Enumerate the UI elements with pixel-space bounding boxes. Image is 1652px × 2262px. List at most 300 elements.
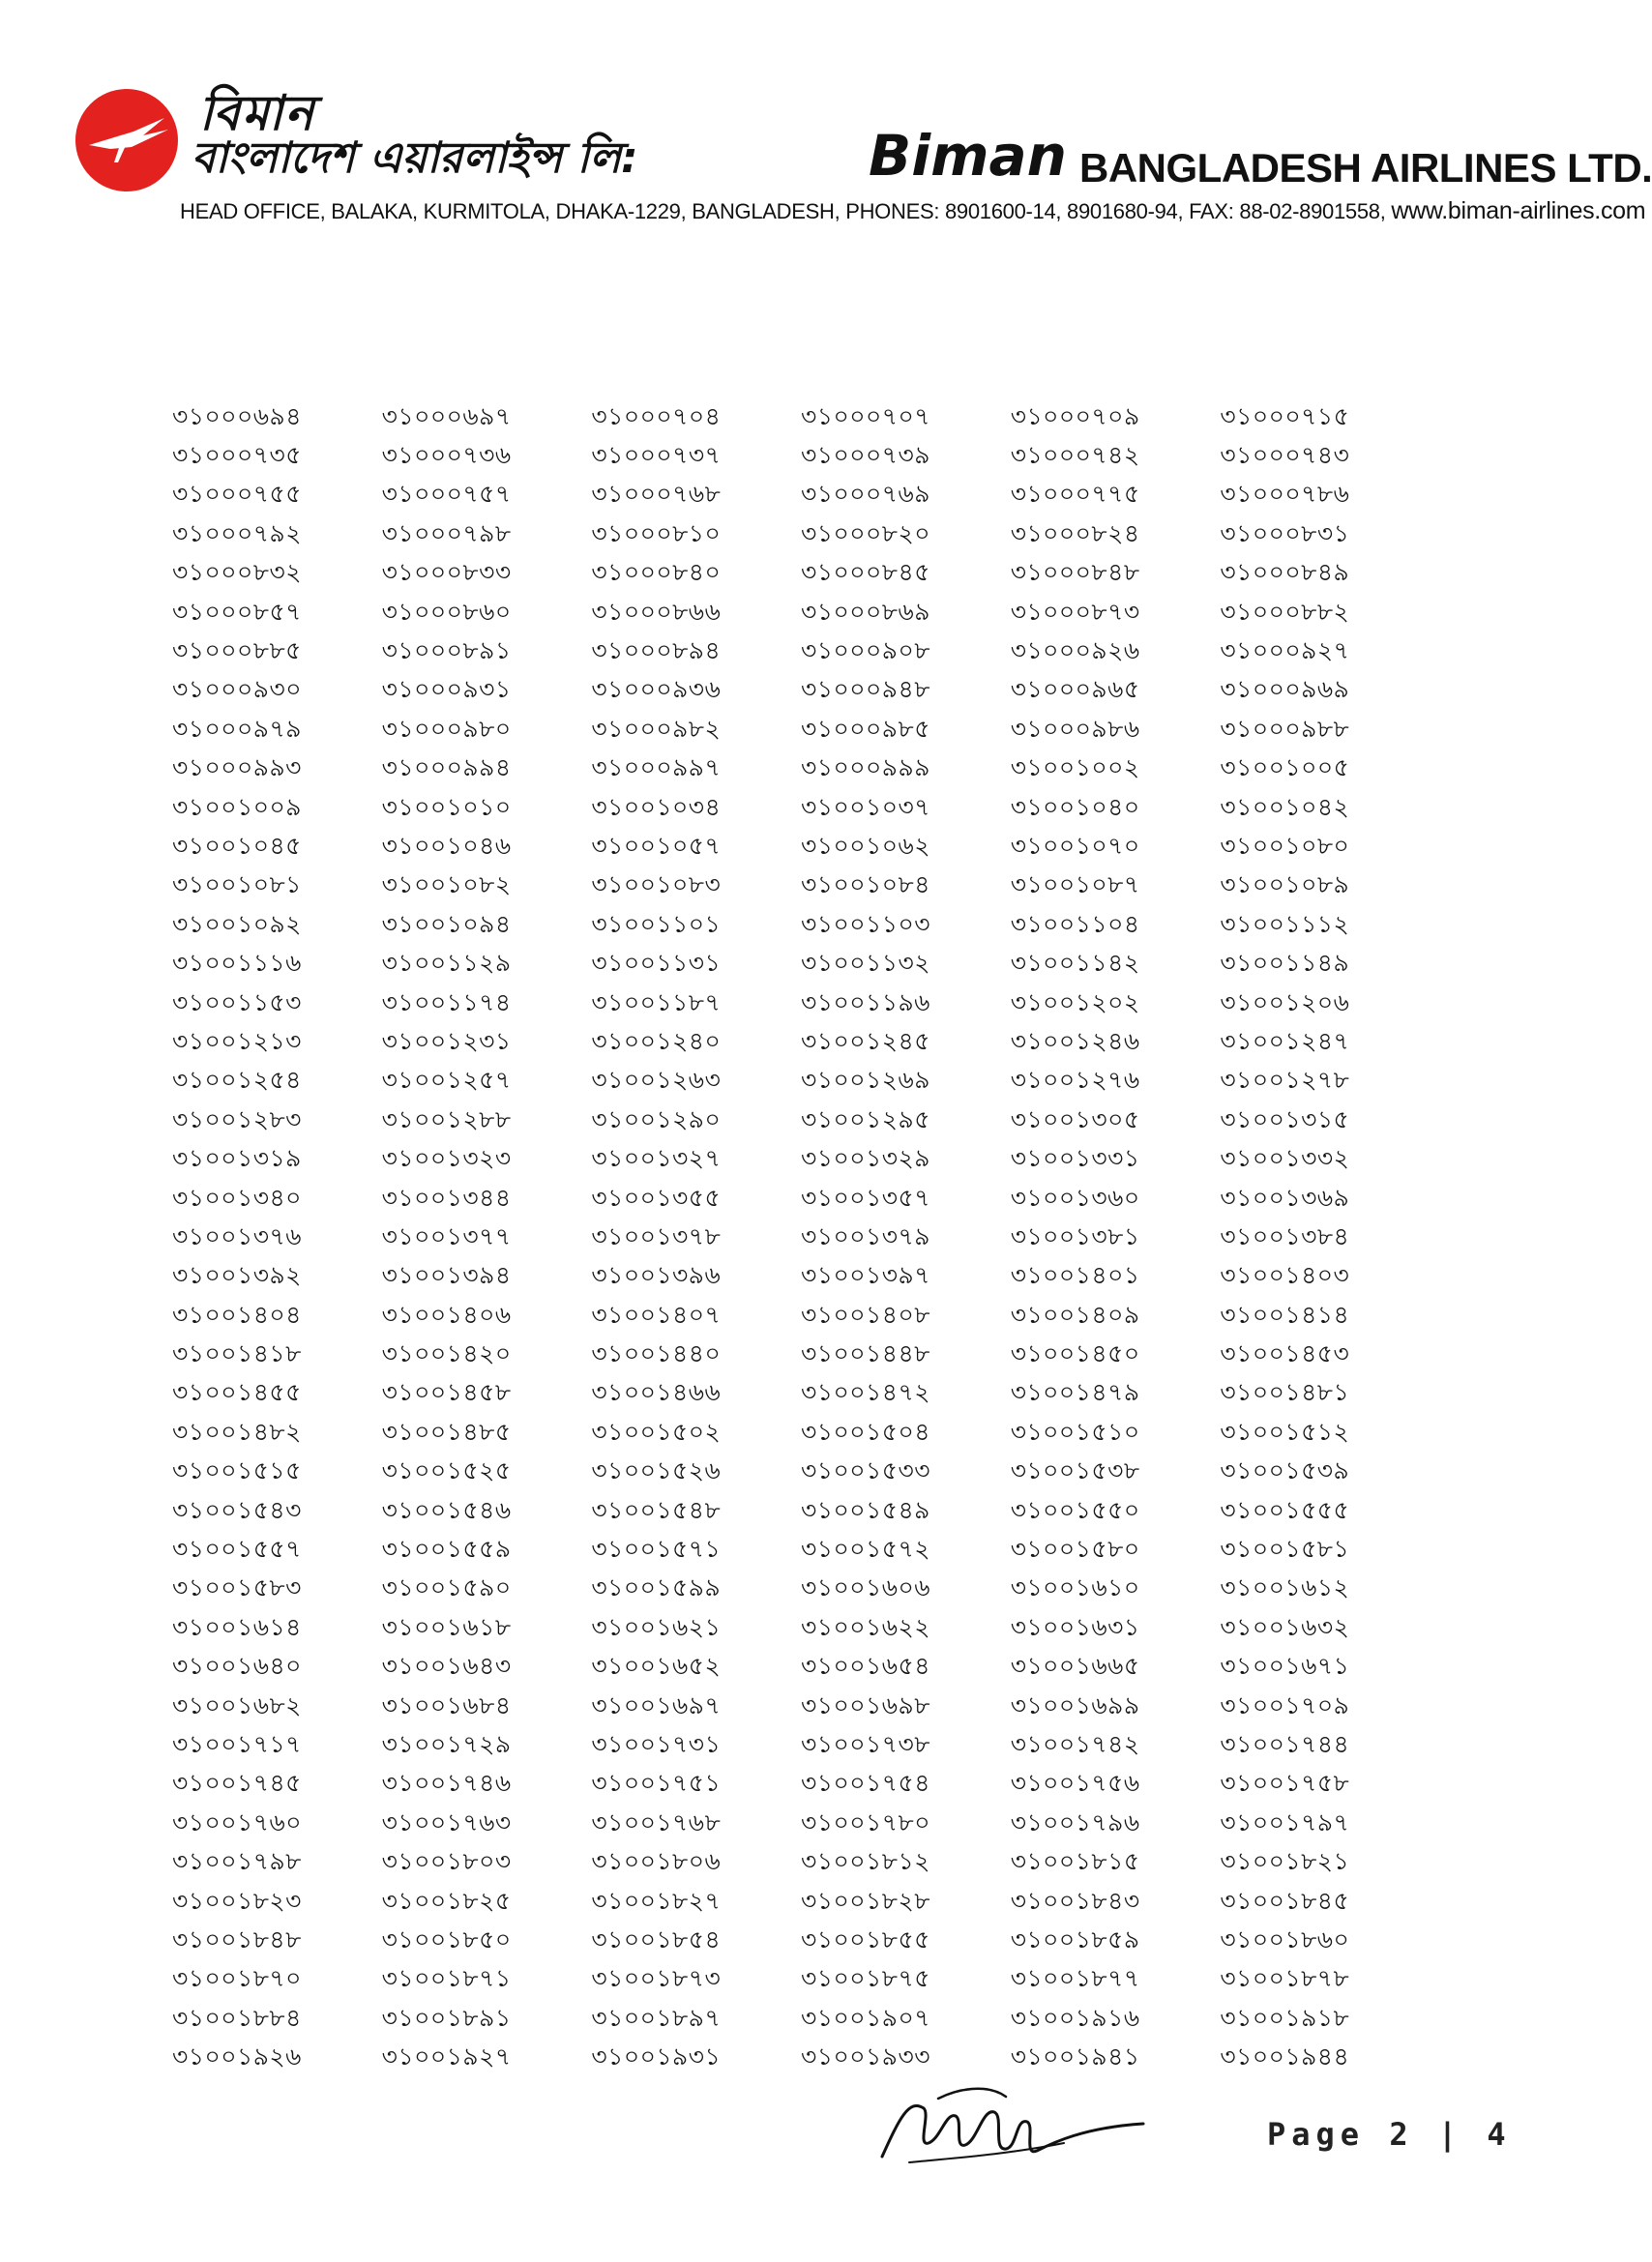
roll-number: ৩১০০০৮৫৭: [172, 597, 302, 626]
roll-number: ৩১০০১৩৫৫: [591, 1183, 722, 1212]
roll-number: ৩১০০১৭৯৮: [172, 1847, 302, 1876]
brand-tagline: BANGLADESH AIRLINES LTD.: [1079, 145, 1652, 191]
roll-number: ৩১০০১০৬২: [801, 832, 930, 860]
roll-number: ৩১০০১৪৪০: [591, 1339, 722, 1368]
number-row: [172, 1063, 1430, 1102]
roll-number: ৩১০০১০১০: [381, 792, 512, 821]
roll-number: ৩১০০১৪১৮: [172, 1339, 302, 1368]
biman-logo: [75, 89, 178, 191]
roll-number: ৩১০০০৭৩৬: [381, 441, 512, 470]
roll-number: ৩১০০০৭১৫: [1220, 401, 1350, 430]
roll-number: ৩১০০১০৯২: [172, 909, 302, 938]
roll-number: ৩১০০১৮১২: [801, 1847, 930, 1876]
roll-number: ৩১০০১২৫৪: [172, 1066, 302, 1095]
number-row: [172, 1180, 1430, 1219]
roll-number: ৩১০০১৮৯১: [381, 2003, 512, 2032]
roll-number: ৩১০০১১৪৯: [1220, 949, 1350, 978]
roll-number: ৩১০০১৭৩৮: [801, 1729, 930, 1758]
roll-number: ৩১০০০৮৭৩: [1010, 597, 1140, 626]
roll-number: ৩১০০১৬৩২: [1220, 1612, 1350, 1641]
roll-number: ৩১০০১৮৭৩: [591, 1964, 722, 1993]
number-row: [172, 750, 1430, 789]
roll-number: ৩১০০১৯১৮: [1220, 2003, 1350, 2032]
roll-number: ৩১০০১৬৯৯: [1010, 1690, 1140, 1719]
number-row: [172, 1649, 1430, 1688]
number-row: [172, 594, 1430, 632]
roll-number: ৩১০০১৪৫৫: [172, 1378, 302, 1407]
number-row: [172, 1023, 1430, 1062]
roll-number: ৩১০০১৫১০: [1010, 1417, 1140, 1446]
roll-number: ৩১০০১৮০৩: [381, 1847, 512, 1876]
roll-number: ৩১০০১১০৪: [1010, 909, 1140, 938]
number-row: [172, 1883, 1430, 1922]
roll-number: ৩১০০১৯০৭: [801, 2003, 930, 2032]
roll-number: ৩১০০০৭৩৫: [172, 441, 302, 470]
roll-number: ৩১০০১৭৩১: [591, 1729, 722, 1758]
roll-number: ৩১০০১০৩৭: [801, 792, 930, 821]
number-row: [172, 906, 1430, 945]
roll-number: ৩১০০০৭৬৯: [801, 480, 930, 509]
roll-number: ৩১০০১২৪৫: [801, 1026, 930, 1055]
number-row: [172, 2039, 1430, 2077]
roll-number: ৩১০০১৮১৫: [1010, 1847, 1140, 1876]
roll-number: ৩১০০১৮৭৭: [1010, 1964, 1140, 1993]
roll-number: ৩১০০১২৬৯: [801, 1066, 930, 1095]
roll-number: ৩১০০০৭৯২: [172, 518, 302, 547]
roll-number: ৩১০০০৮২০: [801, 518, 930, 547]
roll-number: ৩১০০১৬৮৪: [381, 1690, 512, 1719]
roll-number: ৩১০০১০৮২: [381, 870, 512, 899]
roll-number: ৩১০০১৭৪৫: [172, 1769, 302, 1798]
roll-number: ৩১০০১৮৪৮: [172, 1924, 302, 1954]
roll-number: ৩১০০১৬৯৭: [591, 1690, 722, 1719]
roll-number: ৩১০০১৭৪৬: [381, 1769, 512, 1798]
roll-number: ৩১০০১৪৫৮: [381, 1378, 512, 1407]
roll-number: ৩১০০১৭১৭: [172, 1729, 302, 1758]
roll-number: ৩১০০১৩৯৭: [801, 1261, 930, 1290]
roll-number: ৩১০০১৩২৯: [801, 1144, 930, 1173]
number-row: [172, 632, 1430, 671]
roll-number: ৩১০০০৭০৭: [801, 401, 931, 430]
roll-number: ৩১০০১৮৭৮: [1220, 1964, 1350, 1993]
roll-number: ৩১০০১৫৫৫: [1220, 1495, 1350, 1524]
bengali-name-line1: বিমান: [199, 85, 316, 141]
roll-number: ৩১০০০৮৪৯: [1220, 558, 1350, 587]
roll-number: ৩১০০১৯৪৪: [1220, 2042, 1350, 2071]
roll-number: ৩১০০১৬২২: [801, 1612, 930, 1641]
roll-number: ৩১০০০৯৯৪: [381, 753, 512, 782]
roll-number: ৩১০০১৭০৯: [1220, 1690, 1350, 1719]
roll-number: ৩১০০০৮৬০: [381, 597, 512, 626]
roll-number: ৩১০০০৮৯১: [381, 636, 512, 665]
roll-number: ৩১০০১৫১২: [1220, 1417, 1350, 1446]
roll-number: ৩১০০০৮৬৯: [801, 597, 930, 626]
roll-number: ৩১০০১৮৫০: [381, 1924, 512, 1954]
roll-number: ৩১০০০৮১০: [591, 518, 722, 547]
roll-number: ৩১০০১০৮০: [1220, 832, 1350, 860]
roll-number: ৩১০০১৬৩১: [1010, 1612, 1140, 1641]
roll-number: ৩১০০১৮০৬: [591, 1847, 722, 1876]
roll-number: ৩১০০১১৯৬: [801, 987, 930, 1016]
roll-number: ৩১০০১০৪৫: [172, 832, 302, 860]
brand-name: Biman: [869, 123, 1067, 189]
roll-number: ৩১০০১৭৯৬: [1010, 1807, 1140, 1836]
roll-number: ৩১০০১৫৭১: [591, 1535, 722, 1564]
roll-number: ৩১০০১৫৩৯: [1220, 1456, 1350, 1485]
roll-number: ৩১০০১৬০৬: [801, 1573, 930, 1602]
roll-number: ৩১০০১৮৭১: [381, 1964, 512, 1993]
handwritten-signature: [870, 2079, 1151, 2171]
roll-number: ৩১০০১৬৭১: [1220, 1652, 1350, 1681]
roll-number: ৩১০০০৭৫৫: [172, 480, 302, 509]
roll-number: ৩১০০১৪৭২: [801, 1378, 930, 1407]
roll-number: ৩১০০১০০৫: [1220, 753, 1350, 782]
page-number: Page 2 | 4: [1267, 2116, 1512, 2153]
roll-number: ৩১০০১৬১২: [1220, 1573, 1350, 1602]
roll-number: ৩১০০১৩৯৬: [591, 1261, 722, 1290]
roll-number: ৩১০০১৩০৫: [1010, 1104, 1140, 1133]
roll-number: ৩১০০১৪০১: [1010, 1261, 1140, 1290]
roll-number: ৩১০০১৭৫৪: [801, 1769, 930, 1798]
roll-number: ৩১০০১৪৫৩: [1220, 1339, 1350, 1368]
roll-number: ৩১০০১৭৬৮: [591, 1807, 722, 1836]
roll-number: ৩১০০১৯১৬: [1010, 2003, 1140, 2032]
roll-number: ৩১০০০৭৩৯: [801, 441, 930, 470]
roll-number: ৩১০০০৭৮৬: [1220, 480, 1350, 509]
roll-number: ৩১০০০৯৯৯: [801, 753, 930, 782]
roll-number: ৩১০০১৩৯৪: [381, 1261, 512, 1290]
roll-number: ৩১০০১৮৪৩: [1010, 1886, 1140, 1915]
roll-number: ৩১০০১৬৪০: [172, 1652, 302, 1681]
roll-number: ৩১০০১১০৩: [801, 909, 930, 938]
website-link[interactable]: www.biman-airlines.com: [1391, 197, 1646, 224]
roll-number: ৩১০০০৯০৮: [801, 636, 930, 665]
roll-number: ৩১০০১৭৬০: [172, 1807, 302, 1836]
number-row: [172, 1140, 1430, 1179]
roll-number: ৩১০০১০০৯: [172, 792, 302, 821]
roll-number: ৩১০০১০৮৯: [1220, 870, 1350, 899]
roll-number: ৩১০০১৫৫৭: [172, 1535, 302, 1564]
roll-number: ৩১০০০৭০৪: [591, 401, 722, 430]
roll-number: ৩১০০১৩৭৭: [381, 1221, 512, 1250]
roll-number: ৩১০০০৭৫৭: [381, 480, 512, 509]
letterhead: [75, 77, 1652, 242]
roll-number: ৩১০০১৫০২: [591, 1417, 722, 1446]
roll-number: ৩১০০১৮৮৪: [172, 2003, 302, 2032]
roll-number: ৩১০০১৫১৫: [172, 1456, 302, 1485]
roll-number: ৩১০০১৫৪৯: [801, 1495, 930, 1524]
roll-number: ৩১০০১৮৬০: [1220, 1924, 1350, 1954]
number-row: [172, 1297, 1430, 1336]
roll-number: ৩১০০১১০১: [591, 909, 722, 938]
roll-number: ৩১০০০৯২৭: [1220, 636, 1350, 665]
number-row: [172, 1454, 1430, 1492]
number-row: [172, 1805, 1430, 1843]
roll-number: ৩১০০১৮৪৫: [1220, 1886, 1350, 1915]
number-row: [172, 398, 1430, 437]
roll-number: ৩১০০১৪৬৬: [591, 1378, 722, 1407]
roll-number: ৩১০০১৫০৪: [801, 1417, 930, 1446]
roll-number: ৩১০০০৯৮৮: [1220, 714, 1350, 743]
roll-number: ৩১০০১৬১০: [1010, 1573, 1140, 1602]
roll-number: ৩১০০১১৮৭: [591, 987, 722, 1016]
roll-number: ৩১০০১৪০৮: [801, 1300, 930, 1329]
roll-number: ৩১০০১৯৪১: [1010, 2042, 1140, 2071]
roll-number: ৩১০০১১২৯: [381, 949, 512, 978]
roll-number: ৩১০০১৫৮০: [1010, 1535, 1140, 1564]
roll-number: ৩১০০০৮৯৪: [591, 636, 722, 665]
roll-number: ৩১০০১০৮৭: [1010, 870, 1140, 899]
roll-number: ৩১০০১৮৫৯: [1010, 1924, 1140, 1954]
roll-number: ৩১০০০৭৩৭: [591, 441, 722, 470]
roll-number: ৩১০০১০৭০: [1010, 832, 1140, 860]
roll-number: ৩১০০১৩৭৮: [591, 1221, 722, 1250]
roll-number: ৩১০০০৮৮৫: [172, 636, 302, 665]
roll-number: ৩১০০০৭০৯: [1010, 401, 1140, 430]
roll-number: ৩১০০১২৪৬: [1010, 1026, 1140, 1055]
roll-number: ৩১০০১৫৭২: [801, 1535, 930, 1564]
roll-number: ৩১০০১৮২৭: [591, 1886, 722, 1915]
roll-number: ৩১০০১৭৪২: [1010, 1729, 1140, 1758]
roll-number: ৩১০০০৯৮৫: [801, 714, 930, 743]
number-row: [172, 711, 1430, 749]
roll-number: ৩১০০১৬৯৮: [801, 1690, 930, 1719]
number-row: [172, 1726, 1430, 1765]
roll-number: ৩১০০১০৪২: [1220, 792, 1350, 821]
roll-number: ৩১০০১৩২৭: [591, 1144, 722, 1173]
roll-number: ৩১০০১৬৫৪: [801, 1652, 930, 1681]
roll-number: ৩১০০১৮৫৫: [801, 1924, 930, 1954]
roll-number: ৩১০০০৯৬৫: [1010, 675, 1140, 704]
roll-number: ৩১০০১৪০৩: [1220, 1261, 1350, 1290]
number-row: [172, 1102, 1430, 1140]
number-row: [172, 1843, 1430, 1882]
roll-number: ৩১০০১৪১৪: [1220, 1300, 1350, 1329]
roll-number: ৩১০০১৪৮১: [1220, 1378, 1350, 1407]
roll-number: ৩১০০১৫৫০: [1010, 1495, 1140, 1524]
roll-number: ৩১০০১৫৩৩: [801, 1456, 930, 1485]
roll-number: ৩১০০১৭২৯: [381, 1729, 512, 1758]
number-row: [172, 1531, 1430, 1570]
roll-number: ৩১০০১৪৪৮: [801, 1339, 930, 1368]
roll-number: ৩১০০১৮৯৭: [591, 2003, 722, 2032]
roll-number: ৩১০০১২০২: [1010, 987, 1140, 1016]
roll-number: ৩১০০১০৮৪: [801, 870, 930, 899]
roll-number: ৩১০০১৩৩২: [1220, 1144, 1350, 1173]
roll-number: ৩১০০১৯৩১: [591, 2042, 722, 2071]
roll-number: ৩১০০১৪০৭: [591, 1300, 722, 1329]
roll-number: ৩১০০১৩৪০: [172, 1183, 302, 1212]
roll-number: ৩১০০১০৯৪: [381, 909, 512, 938]
roll-number: ৩১০০১২৫৭: [381, 1066, 512, 1095]
number-row: [172, 1492, 1430, 1531]
roll-number: ৩১০০১৪০৪: [172, 1300, 302, 1329]
roll-number: ৩১০০০৯৮৬: [1010, 714, 1140, 743]
roll-number: ৩১০০০৮৩১: [1220, 518, 1350, 547]
number-row: [172, 789, 1430, 828]
roll-number: ৩১০০০৯২৬: [1010, 636, 1140, 665]
roll-number: ৩১০০১৪৮৫: [381, 1417, 512, 1446]
roll-number: ৩১০০০৮৪৫: [801, 558, 930, 587]
number-row: [172, 984, 1430, 1023]
roll-number: ৩১০০১৭৯৭: [1220, 1807, 1350, 1836]
number-row: [172, 1219, 1430, 1257]
roll-number: ৩১০০১০৪৬: [381, 832, 512, 860]
roll-number: ৩১০০১৭৮০: [801, 1807, 930, 1836]
number-row: [172, 2000, 1430, 2039]
roll-number: ৩১০০১৩৬০: [1010, 1183, 1140, 1212]
roll-number: ৩১০০১৩৭৬: [172, 1221, 302, 1250]
roll-number: ৩১০০১২০৬: [1220, 987, 1350, 1016]
roll-number: ৩১০০১৫৪৩: [172, 1495, 302, 1524]
roll-number: ৩১০০১৭৫৬: [1010, 1769, 1140, 1798]
roll-number: ৩১০০০৭৯৮: [381, 518, 512, 547]
roll-number: ৩১০০১৮২১: [1220, 1847, 1350, 1876]
roll-number: ৩১০০১৫৩৮: [1010, 1456, 1140, 1485]
roll-number: ৩১০০১২৭৬: [1010, 1066, 1140, 1095]
roll-number: ৩১০০১৩৮১: [1010, 1221, 1140, 1250]
roll-number: ৩১০০০৮২৪: [1010, 518, 1140, 547]
roll-number: ৩১০০১৭৬৩: [381, 1807, 512, 1836]
roll-number: ৩১০০১৬৮২: [172, 1690, 302, 1719]
roll-number: ৩১০০০৯৬৯: [1220, 675, 1350, 704]
number-row: [172, 1375, 1430, 1414]
roll-number: ৩১০০১১৭৪: [381, 987, 512, 1016]
roll-number: ৩১০০১০৮৩: [591, 870, 722, 899]
roll-number: ৩১০০১২৪৭: [1220, 1026, 1350, 1055]
roll-number: ৩১০০১৪০৯: [1010, 1300, 1140, 1329]
roll-number: ৩১০০১৩৫৭: [801, 1183, 930, 1212]
roll-number: ৩১০০১৭৪৪: [1220, 1729, 1350, 1758]
roll-number: ৩১০০১৪৮২: [172, 1417, 302, 1446]
roll-number: ৩১০০১০৪০: [1010, 792, 1140, 821]
roll-number: ৩১০০১৫৪৮: [591, 1495, 722, 1524]
roll-number: ৩১০০১৫৫৯: [381, 1535, 512, 1564]
number-row: [172, 1414, 1430, 1453]
roll-number: ৩১০০১৪০৬: [381, 1300, 512, 1329]
roll-number: ৩১০০১৩৬৯: [1220, 1183, 1350, 1212]
result-number-grid: [172, 398, 1430, 2078]
head-office-address: [180, 197, 1645, 225]
roll-number: ৩১০০১৮২৩: [172, 1886, 302, 1915]
roll-number: ৩১০০১৬১৪: [172, 1612, 302, 1641]
roll-number: ৩১০০১৫৮৩: [172, 1573, 302, 1602]
roll-number: ৩১০০০৯৯৩: [172, 753, 302, 782]
number-row: [172, 515, 1430, 554]
number-row: [172, 1609, 1430, 1648]
roll-number: ৩১০০১২৮৩: [172, 1104, 302, 1133]
roll-number: ৩১০০১০০২: [1010, 753, 1140, 782]
bengali-name-line2: বাংলাদেশ এয়ারলাইন্স লি:: [192, 133, 638, 183]
roll-number: ৩১০০১৩৪৪: [381, 1183, 512, 1212]
roll-number: ৩১০০০৯৭৯: [172, 714, 302, 743]
number-row: [172, 828, 1430, 867]
roll-number: ৩১০০১৮৫৪: [591, 1924, 722, 1954]
roll-number: ৩১০০১২৭৮: [1220, 1066, 1350, 1095]
roll-number: ৩১০০০৯৮২: [591, 714, 722, 743]
roll-number: ৩১০০১৯২৬: [172, 2042, 302, 2071]
roll-number: ৩১০০১২৯০: [591, 1104, 722, 1133]
roll-number: ৩১০০১৫২৬: [591, 1456, 722, 1485]
roll-number: ৩১০০১৬১৮: [381, 1612, 512, 1641]
number-row: [172, 1766, 1430, 1805]
address-text: HEAD OFFICE, BALAKA, KURMITOLA, DHAKA-1229, BANGLADESH, PHONES: 8901600-14, 8901680-94, FAX: 88-02-8901558,: [180, 199, 1386, 223]
roll-number: ৩১০০১৩২৩: [381, 1144, 512, 1173]
roll-number: ৩১০০০৯৮০: [381, 714, 512, 743]
number-row: [172, 1688, 1430, 1726]
roll-number: ৩১০০১৬২১: [591, 1612, 722, 1641]
roll-number: ৩১০০১২৯৫: [801, 1104, 930, 1133]
roll-number: ৩১০০১২৪০: [591, 1026, 722, 1055]
roll-number: ৩১০০১৪২০: [381, 1339, 512, 1368]
roll-number: ৩১০০১৪৭৯: [1010, 1378, 1140, 1407]
roll-number: ৩১০০০৬৯৪: [172, 401, 302, 430]
roll-number: ৩১০০১৮২৮: [801, 1886, 930, 1915]
roll-number: ৩১০০১৪৫০: [1010, 1339, 1140, 1368]
roll-number: ৩১০০০৮৮২: [1220, 597, 1350, 626]
roll-number: ৩১০০১৬৪৩: [381, 1652, 512, 1681]
roll-number: ৩১০০১৫৯০: [381, 1573, 512, 1602]
roll-number: ৩১০০১৩১৫: [1220, 1104, 1350, 1133]
roll-number: ৩১০০১১৩২: [801, 949, 930, 978]
roll-number: ৩১০০০৮৩৩: [381, 558, 512, 587]
roll-number: ৩১০০১১১২: [1220, 909, 1350, 938]
number-row: [172, 945, 1430, 984]
roll-number: ৩১০০১৭৫৮: [1220, 1769, 1350, 1798]
roll-number: ৩১০০১০৩৪: [591, 792, 722, 821]
stork-bird-icon: [75, 89, 178, 191]
number-row: [172, 867, 1430, 906]
roll-number: ৩১০০১২৬৩: [591, 1066, 722, 1095]
roll-number: ৩১০০১১৫৩: [172, 987, 302, 1016]
roll-number: ৩১০০১১১৬: [172, 949, 302, 978]
roll-number: ৩১০০১৩৯২: [172, 1261, 302, 1290]
roll-number: ৩১০০১১৪২: [1010, 949, 1140, 978]
number-row: [172, 672, 1430, 711]
roll-number: ৩১০০১০৫৭: [591, 832, 722, 860]
number-row: [172, 437, 1430, 476]
roll-number: ৩১০০০৯৩০: [172, 675, 302, 704]
roll-number: ৩১০০০৯৯৭: [591, 753, 722, 782]
roll-number: ৩১০০১৫৪৬: [381, 1495, 512, 1524]
number-row: [172, 1336, 1430, 1374]
roll-number: ৩১০০১৫৮১: [1220, 1535, 1350, 1564]
roll-number: ৩১০০১৫২৫: [381, 1456, 512, 1485]
roll-number: ৩১০০০৬৯৭: [381, 401, 512, 430]
roll-number: ৩১০০১৮৭৫: [801, 1964, 930, 1993]
roll-number: ৩১০০০৯৪৮: [801, 675, 930, 704]
roll-number: ৩১০০১৬৫২: [591, 1652, 722, 1681]
roll-number: ৩১০০১২৮৮: [381, 1104, 512, 1133]
roll-number: ৩১০০০৭৪৩: [1220, 441, 1350, 470]
roll-number: ৩১০০১২১৩: [172, 1026, 302, 1055]
roll-number: ৩১০০১৮২৫: [381, 1886, 512, 1915]
roll-number: ৩১০০১৬৬৫: [1010, 1652, 1140, 1681]
roll-number: ৩১০০১৩৭৯: [801, 1221, 930, 1250]
roll-number: ৩১০০১৩৮৪: [1220, 1221, 1350, 1250]
roll-number: ৩১০০১৩১৯: [172, 1144, 302, 1173]
number-row: [172, 1571, 1430, 1609]
roll-number: ৩১০০১০৮১: [172, 870, 302, 899]
number-row: [172, 555, 1430, 594]
number-row: [172, 1922, 1430, 1960]
roll-number: ৩১০০০৮৩২: [172, 558, 302, 587]
roll-number: ৩১০০১২৩১: [381, 1026, 512, 1055]
roll-number: ৩১০০১৮৭০: [172, 1964, 302, 1993]
number-row: [172, 1961, 1430, 2000]
roll-number: ৩১০০০৭৪২: [1010, 441, 1140, 470]
roll-number: ৩১০০০৭৭৫: [1010, 480, 1140, 509]
